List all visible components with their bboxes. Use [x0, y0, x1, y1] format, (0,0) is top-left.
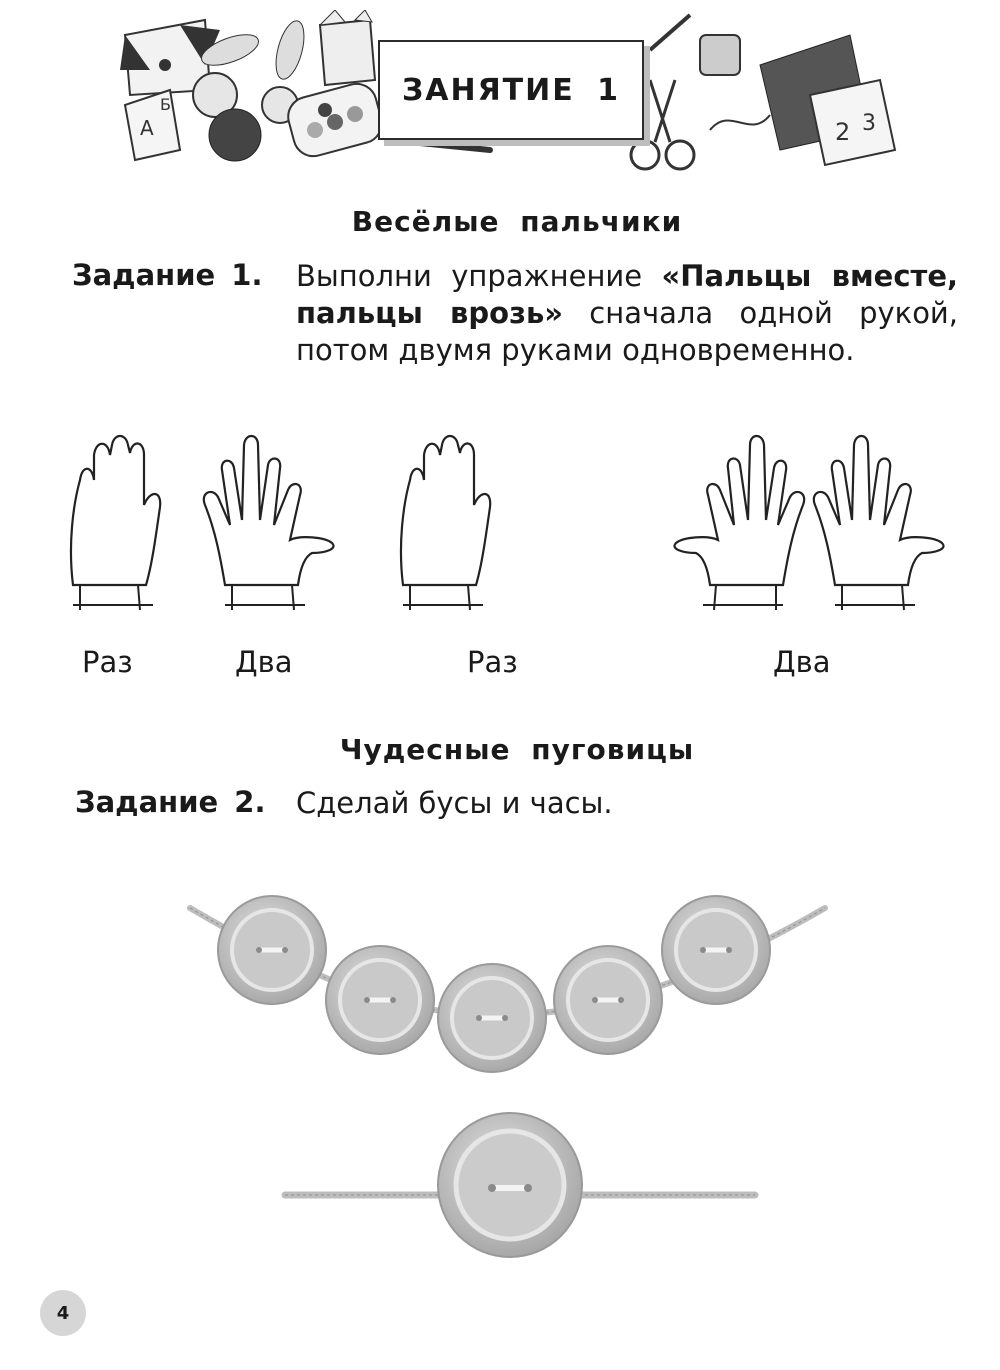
task-1-label: Задание 1. — [72, 258, 263, 292]
section-title-buttons: Чудесные пуговицы — [339, 733, 695, 766]
hands-illustration — [60, 430, 960, 630]
svg-text:3: 3 — [862, 111, 876, 136]
lesson-title-box — [378, 40, 644, 140]
task-2-label: Задание 2. — [75, 785, 266, 819]
task-1-exercise-name: «Пальцы вместе, пальцы врозь» — [296, 259, 958, 330]
svg-text:2: 2 — [835, 118, 851, 146]
task-1-text-end: сначала одной рукой, потом двумя руками одновременно. — [296, 296, 958, 367]
caption-dva-2: Два — [773, 645, 831, 679]
lesson-title: ЗАНЯТИЕ 1 — [401, 72, 621, 108]
page-number: 4 — [56, 1302, 70, 1324]
button-watch-illustration — [280, 1110, 760, 1260]
task-1-text — [296, 258, 958, 369]
button-necklace-illustration — [180, 890, 840, 1080]
caption-raz-1: Раз — [82, 645, 133, 679]
task-2-text: Сделай бусы и часы. — [296, 786, 613, 820]
section-title-fingers: Весёлые пальчики — [351, 205, 683, 238]
caption-raz-2: Раз — [467, 645, 518, 679]
svg-text:Б: Б — [160, 95, 171, 114]
caption-dva-1: Два — [235, 645, 293, 679]
svg-text:А: А — [140, 116, 154, 140]
task-1-text-start: Выполни упражнение — [296, 259, 662, 293]
page-number-badge — [40, 1290, 86, 1336]
